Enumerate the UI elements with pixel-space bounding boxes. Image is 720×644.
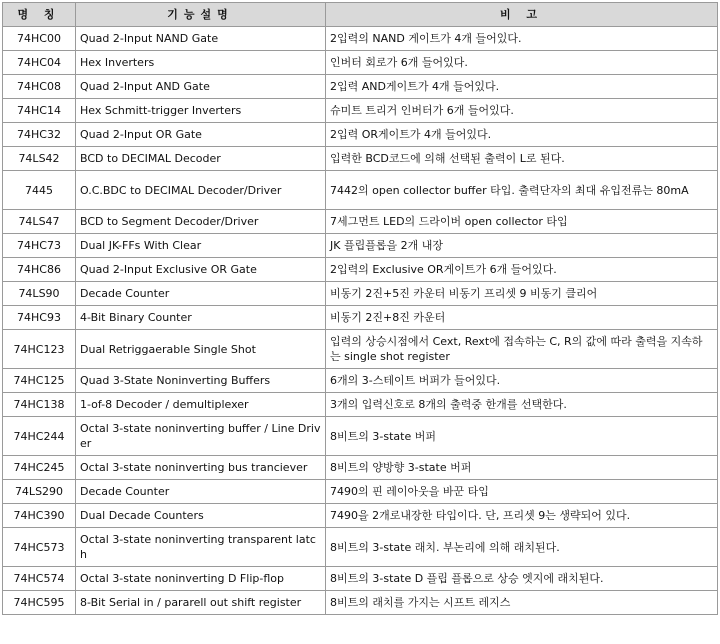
- row-remarks: 입력의 상승시점에서 Cext, Rext에 접속하는 C, R의 값에 따라 출력을 지속하는 single shot register: [326, 330, 718, 369]
- row-name: 74HC574: [3, 567, 76, 591]
- row-function: Octal 3-state noninverting bus tranciever: [76, 456, 326, 480]
- row-function: Octal 3-state noninverting transparent latch: [76, 528, 326, 567]
- row-name: 74HC244: [3, 417, 76, 456]
- row-function: Decade Counter: [76, 480, 326, 504]
- row-function: BCD to DECIMAL Decoder: [76, 147, 326, 171]
- row-name: 74HC573: [3, 528, 76, 567]
- row-function: Octal 3-state noninverting buffer / Line Driver: [76, 417, 326, 456]
- row-name: 74HC93: [3, 306, 76, 330]
- row-remarks: 7490을 2개로내장한 타입이다. 단, 프리셋 9는 생략되어 있다.: [326, 504, 718, 528]
- table-row: [3, 51, 718, 75]
- row-remarks: 6개의 3-스테이트 버퍼가 들어있다.: [326, 369, 718, 393]
- row-name: 74HC390: [3, 504, 76, 528]
- row-remarks: 2입력의 NAND 게이트가 4개 들어있다.: [326, 27, 718, 51]
- row-remarks: 8비트의 양방향 3-state 버퍼: [326, 456, 718, 480]
- table-row: [3, 75, 718, 99]
- row-remarks: 7490의 핀 레이아웃을 바꾼 타입: [326, 480, 718, 504]
- row-name: 74LS42: [3, 147, 76, 171]
- table-row: [3, 504, 718, 528]
- ic-reference-table: [2, 2, 718, 615]
- table-row: [3, 234, 718, 258]
- row-remarks: 2입력의 Exclusive OR게이트가 6개 들어있다.: [326, 258, 718, 282]
- row-remarks: 인버터 회로가 6개 들어있다.: [326, 51, 718, 75]
- table-row: [3, 480, 718, 504]
- row-function: 4-Bit Binary Counter: [76, 306, 326, 330]
- row-function: O.C.BDC to DECIMAL Decoder/Driver: [76, 171, 326, 210]
- row-function: 8-Bit Serial in / pararell out shift register: [76, 591, 326, 615]
- row-function: 1-of-8 Decoder / demultiplexer: [76, 393, 326, 417]
- row-name: 74LS290: [3, 480, 76, 504]
- row-remarks: 7442의 open collector buffer 타입. 출력단자의 최대 유입전류는 80mA: [326, 171, 718, 210]
- table-row: [3, 567, 718, 591]
- row-name: 74HC123: [3, 330, 76, 369]
- row-function: Quad 2-Input NAND Gate: [76, 27, 326, 51]
- row-function: Octal 3-state noninverting D Flip-flop: [76, 567, 326, 591]
- table-row: [3, 210, 718, 234]
- row-remarks: 3개의 입력신호로 8개의 출력중 한개를 선택한다.: [326, 393, 718, 417]
- row-function: Hex Inverters: [76, 51, 326, 75]
- row-remarks: 비동기 2진+8진 카운터: [326, 306, 718, 330]
- header-function: 기능설명: [76, 3, 326, 27]
- row-function: Quad 2-Input OR Gate: [76, 123, 326, 147]
- row-function: Quad 2-Input AND Gate: [76, 75, 326, 99]
- table-row: [3, 27, 718, 51]
- table-row: [3, 99, 718, 123]
- table-row: [3, 456, 718, 480]
- row-remarks: 8비트의 3-state D 플립 플롭으로 상승 엣지에 래치된다.: [326, 567, 718, 591]
- header-name: 명 칭: [3, 3, 76, 27]
- row-remarks: 비동기 2진+5진 카운터 비동기 프리셋 9 비동기 클리어: [326, 282, 718, 306]
- row-name: 74LS47: [3, 210, 76, 234]
- row-remarks: 8비트의 3-state 버퍼: [326, 417, 718, 456]
- table-row: [3, 147, 718, 171]
- table-row: [3, 330, 718, 369]
- table-row: [3, 123, 718, 147]
- table-row: [3, 258, 718, 282]
- table-row: [3, 282, 718, 306]
- row-name: 74HC14: [3, 99, 76, 123]
- row-name: 74HC32: [3, 123, 76, 147]
- table-row: [3, 171, 718, 210]
- row-function: Dual Retriggaerable Single Shot: [76, 330, 326, 369]
- row-function: BCD to Segment Decoder/Driver: [76, 210, 326, 234]
- row-remarks: 입력한 BCD코드에 의해 선택된 출력이 L로 된다.: [326, 147, 718, 171]
- row-name: 74HC595: [3, 591, 76, 615]
- table-row: [3, 306, 718, 330]
- table-row: [3, 393, 718, 417]
- row-name: 74HC86: [3, 258, 76, 282]
- table-row: [3, 369, 718, 393]
- row-name: 74HC73: [3, 234, 76, 258]
- row-name: 74LS90: [3, 282, 76, 306]
- row-name: 7445: [3, 171, 76, 210]
- row-remarks: 8비트의 래치를 가지는 시프트 레지스: [326, 591, 718, 615]
- table-row: [3, 417, 718, 456]
- row-function: Quad 3-State Noninverting Buffers: [76, 369, 326, 393]
- header-remarks: 비 고: [326, 3, 718, 27]
- row-name: 74HC138: [3, 393, 76, 417]
- row-function: Decade Counter: [76, 282, 326, 306]
- row-name: 74HC04: [3, 51, 76, 75]
- row-remarks: 2입력 AND게이트가 4개 들어있다.: [326, 75, 718, 99]
- row-name: 74HC00: [3, 27, 76, 51]
- row-remarks: 7세그먼트 LED의 드라이버 open collector 타입: [326, 210, 718, 234]
- row-function: Dual JK-FFs With Clear: [76, 234, 326, 258]
- row-remarks: 8비트의 3-state 래치. 부논리에 의해 래치된다.: [326, 528, 718, 567]
- row-name: 74HC245: [3, 456, 76, 480]
- row-name: 74HC125: [3, 369, 76, 393]
- row-remarks: 2입력 OR게이트가 4개 들어있다.: [326, 123, 718, 147]
- row-remarks: JK 플립플롭을 2개 내장: [326, 234, 718, 258]
- table-row: [3, 591, 718, 615]
- row-function: Dual Decade Counters: [76, 504, 326, 528]
- row-name: 74HC08: [3, 75, 76, 99]
- table-body: [3, 27, 718, 615]
- row-remarks: 슈미트 트리거 인버터가 6개 들어있다.: [326, 99, 718, 123]
- table-row: [3, 528, 718, 567]
- row-function: Quad 2-Input Exclusive OR Gate: [76, 258, 326, 282]
- row-function: Hex Schmitt-trigger Inverters: [76, 99, 326, 123]
- table-header-row: [3, 3, 718, 27]
